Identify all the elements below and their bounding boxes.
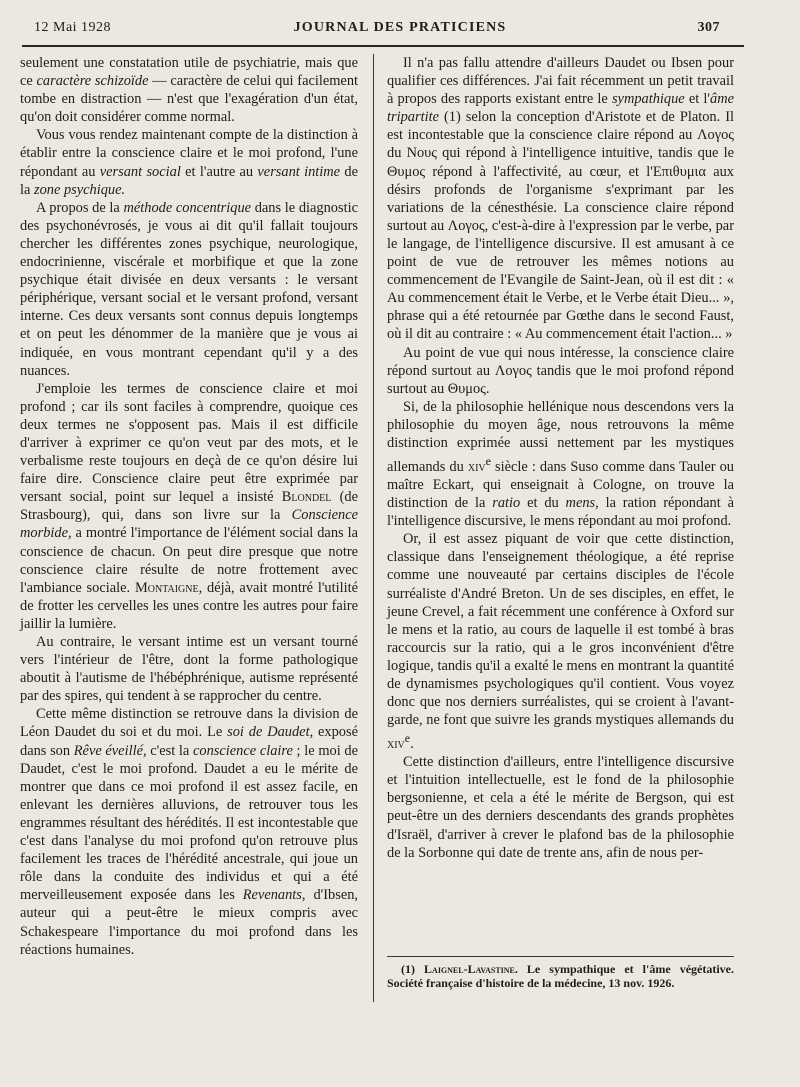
footnote-text: . Le sympathique et l'âme végétative. Société française d'histoire de la médecine, 13 nov. 1926.: [387, 962, 734, 990]
right-paragraph-4: Or, il est assez piquant de voir que cette distinction, classique dans l'enseignement théologique, a été reprise comme une nouveauté par certains disciples de l'école surréaliste d'André Breton. Un de ses disciples, en effet, le jeune Crevel, a fait récemment une conférence à Oxford sur le mens et la ratio, au cours de laquelle il est tombé à bras raccourcis sur la ratio, qui a le gros inconvénient d'être logique, tandis qu'il a exalté le mens en montrant la quantité de dynamismes psychologiques qu'il contient. Vous voyez donc que nos derniers surréalistes, qui se croient à l'avant-garde, ne font que suivre les grands mystiques allemands du xiv$^e$.: [387, 531, 734, 753]
left-paragraph-3: A propos de la méthode concentrique dans le diagnostic des psychonévrosés, je vous ai dit qu'il fallait toujours chercher les différentes zones psychique, neurologique, endocrinienne, viscérale et morbifique et que la zone psychique était divisée en deux versants : le versant périphérique, versant social et le versant profond, versant interne. Ces deux versants sont connus depuis longtemps et on peut les dénommer de la manière que je vous ai indiquée, en vous montrant cependant qu'il y a des nuances.: [20, 199, 358, 379]
page-header: [0, 0, 800, 40]
right-column: [387, 54, 734, 862]
author-blondel: Blondel: [281, 489, 332, 506]
left-paragraph-2: Vous vous rendez maintenant compte de la distinction à établir entre la conscience claire et le moi profond, l'une répondant au versant social et l'autre au versant intime de la zone psychique.: [20, 127, 358, 198]
left-paragraph-6: Cette même distinction se retrouve dans la division de Léon Daudet du soi et du moi. Le soi de Daudet, exposé dans son Rêve éveillé, c'est la conscience claire ; le moi de Daudet, c'est le moi profond. Daudet a eu le mérite de montrer que dans ce moi profond il est assez facile, en enlevant les dernières alluvions, de retrouver tous les engrammes résultant des hérédités. Il est incontestable que c'est dans l'analyse du moi profond qu'on retrouve plus facilement les traces de l'hérédité ancestrale, qui joue un rôle dans la conduite des individus et qui a été merveilleusement exposée dans les Revenants, d'Ibsen, auteur qui a peut-être le mieux compris avec Schakespeare l'importance du moi profond dans les réactions humaines.: [20, 706, 358, 958]
footnote-number: (1): [401, 962, 425, 976]
right-paragraph-5: Cette distinction d'ailleurs, entre l'intelligence discursive et l'intuition intellectuelle, est le fond de la philosophie bergsonienne, et cela a été le mérite de Bergson, qui est peut-être un des derniers descendants des grands prophètes d'Israël, d'arriver à crever le plafond bas de la philosophie de la Sorbonne qui date de trente ans, afin de nous per-: [387, 754, 734, 861]
journal-title: JOURNAL DES PRATICIENS: [293, 20, 507, 35]
right-paragraph-2: Au point de vue qui nous intéresse, la conscience claire répond surtout au Λογος tandis que le moi profond répond surtout au Θυμος.: [387, 344, 734, 397]
right-paragraph-1: Il n'a pas fallu attendre d'ailleurs Daudet ou Ibsen pour qualifier ces différences. J'ai fait récemment un petit travail à propos des rapports existant entre le sympathique et l'âme tripartite (1) selon la conception d'Aristote et de Platon. Il est incontestable que la conscience claire répond au Λογος du Νους qui répond à l'intelligence intuitive, tandis que le Θυμος répond à l'affectivité, au cœur, et l'Επιθυμια aux désirs profonds de l'organisme s'exprimant par les variations de la cénesthésie. La conscience claire répond surtout au Λογος, c'est-à-dire à l'expression par le verbe, par le langage, de l'intelligence discursive. Il est amusant à ce point de vue de retrouver les mêmes notions au commencement de l'Evangile de Saint-Jean, où il est dit : « Au commencement était le Verbe, et le Verbe était Dieu... », phrase qui a été retournée par Gœthe dans le second Faust, où il dit au contraire : « Au commencement était l'action... »: [387, 55, 734, 343]
author-montaigne: Montaigne: [134, 579, 199, 596]
column-divider: [373, 54, 374, 1002]
left-paragraph-1: seulement une constatation utile de psychiatrie, mais que ce caractère schizoïde — caractère de celui qui facilement tombe en distraction — n'est que l'exagération d'un état, qu'on doit considérer comme normal.: [20, 55, 359, 126]
footnote: [387, 962, 734, 990]
left-paragraph-4: J'emploie les termes de conscience claire et moi profond ; car ils sont faciles à comprendre, quoique ces deux termes ne s'opposent pas. Mais il est difficile d'arriver à exprimer ce qu'on veut par des mots, et le verbalisme reste toujours en deçà de ce qu'on désire lui faire dire. Conscience claire peut être exprimée par versant social, point sur lequel a insisté Blondel (de Strasbourg), qui, dans son livre sur la Conscience morbide, a montré l'importance de l'élément social dans la conscience de chacun. On peut dire presque que notre conscience claire résulte de notre frottement avec l'ambiance sociale. Montaigne, déjà, avait montré l'utilité de frotter les cervelles les unes contre les autres pour faire jaillir la lumière.: [20, 380, 358, 632]
page-number: 307: [697, 20, 720, 35]
footnote-rule: [387, 956, 734, 957]
issue-date: 12 Mai 1928: [34, 20, 112, 35]
left-column: [20, 54, 358, 959]
footnote-author: Laignel-Lavastine: [424, 962, 515, 976]
header-rule: [22, 45, 744, 47]
left-paragraph-5: Au contraire, le versant intime est un versant tourné vers l'intérieur de l'être, dont la forme pathologique aboutit à l'autisme de l'hébéphrénique, autisme représenté par des spires, qui tendent à se rapprocher du centre.: [20, 634, 358, 705]
right-paragraph-3: Si, de la philosophie hellénique nous descendons vers la philosophie du moyen âge, nous retrouvons la même distinction exprimée aussi nettement par les mystiques allemands du xiv$^e$ siècle : dans Suso comme dans Tauler ou maître Eckart, qui enseignait à Cologne, on trouve la distinction de la ratio et du mens, la ration répondant à l'intelligence discursive, le mens répondant au moi profond.: [387, 398, 734, 530]
